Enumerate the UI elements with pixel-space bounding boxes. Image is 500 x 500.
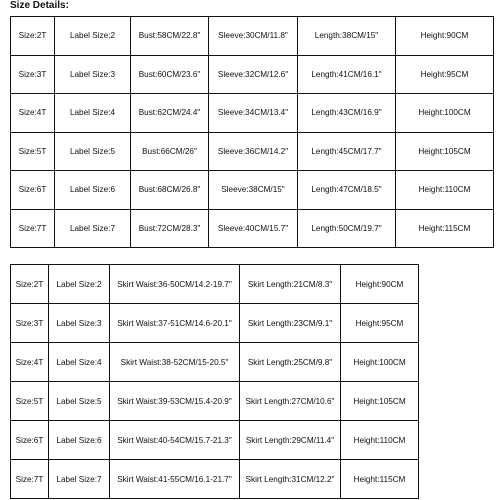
top-table-cell: Length:41CM/16.1" [298, 55, 396, 94]
top-table-cell: Bust:66CM/26" [131, 132, 209, 171]
top-table-cell: Sleeve:30CM/11.8" [209, 17, 298, 56]
bottom-table-cell: Height:100CM [341, 343, 419, 382]
bottom-table-cell: Skirt Waist:40-54CM/15.7-21.3" [110, 421, 240, 460]
bottom-table-row [11, 382, 419, 421]
top-table-cell: Bust:72CM/28.3" [131, 209, 209, 248]
bottom-table-row [11, 421, 419, 460]
top-table-cell: Bust:68CM/26.8" [131, 171, 209, 210]
top-table-cell: Size:3T [11, 55, 55, 94]
bottom-table-cell: Size:6T [11, 421, 49, 460]
top-table-cell: Sleeve:36CM/14.2" [209, 132, 298, 171]
top-table-cell: Bust:62CM/24.4" [131, 94, 209, 133]
bottom-table-cell: Skirt Waist:41-55CM/16.1-21.7" [110, 460, 240, 499]
bottom-table-cell: Height:110CM [341, 421, 419, 460]
top-table-cell: Bust:60CM/23.6" [131, 55, 209, 94]
bottom-table-cell: Height:90CM [341, 265, 419, 304]
bottom-table-cell: Label Size:5 [49, 382, 110, 421]
bottom-table-cell: Height:115CM [341, 460, 419, 499]
top-table-cell: Label Size:2 [55, 17, 131, 56]
top-table-cell: Size:7T [11, 209, 55, 248]
top-table-cell: Length:47CM/18.5" [298, 171, 396, 210]
top-size-table-body [11, 17, 494, 248]
top-size-table [10, 16, 494, 248]
bottom-table-cell: Size:4T [11, 343, 49, 382]
top-table-row [11, 17, 494, 56]
top-table-cell: Length:38CM/15" [298, 17, 396, 56]
bottom-table-cell: Label Size:4 [49, 343, 110, 382]
bottom-table-cell: Label Size:2 [49, 265, 110, 304]
bottom-table-row [11, 304, 419, 343]
top-table-cell: Sleeve:38CM/15" [209, 171, 298, 210]
top-table-cell: Length:50CM/19.7" [298, 209, 396, 248]
top-table-row [11, 132, 494, 171]
top-table-cell: Size:6T [11, 171, 55, 210]
bottom-table-cell: Skirt Length:23CM/9.1" [240, 304, 341, 343]
top-table-cell: Label Size:5 [55, 132, 131, 171]
bottom-table-cell: Skirt Length:21CM/8.3" [240, 265, 341, 304]
top-table-cell: Height:105CM [396, 132, 494, 171]
top-table-cell: Height:100CM [396, 94, 494, 133]
top-table-cell: Label Size:7 [55, 209, 131, 248]
top-table-cell: Sleeve:34CM/13.4" [209, 94, 298, 133]
bottom-table-cell: Skirt Waist:37-51CM/14.6-20.1" [110, 304, 240, 343]
bottom-table-row [11, 460, 419, 499]
bottom-size-table-body [11, 265, 419, 499]
top-table-cell: Label Size:6 [55, 171, 131, 210]
bottom-table-cell: Height:95CM [341, 304, 419, 343]
bottom-table-cell: Height:105CM [341, 382, 419, 421]
top-table-cell: Sleeve:32CM/12.6" [209, 55, 298, 94]
bottom-table-row [11, 343, 419, 382]
bottom-table-cell: Skirt Waist:38-52CM/15-20.5" [110, 343, 240, 382]
bottom-table-cell: Skirt Length:27CM/10.6" [240, 382, 341, 421]
bottom-table-cell: Size:3T [11, 304, 49, 343]
top-table-cell: Label Size:3 [55, 55, 131, 94]
top-table-cell: Size:2T [11, 17, 55, 56]
bottom-table-cell: Skirt Waist:39-53CM/15.4-20.9" [110, 382, 240, 421]
top-table-cell: Length:45CM/17.7" [298, 132, 396, 171]
top-table-cell: Size:4T [11, 94, 55, 133]
top-table-row [11, 55, 494, 94]
bottom-table-cell: Label Size:6 [49, 421, 110, 460]
top-table-cell: Bust:58CM/22.8" [131, 17, 209, 56]
top-table-cell: Size:5T [11, 132, 55, 171]
top-table-cell: Length:43CM/16.9" [298, 94, 396, 133]
bottom-table-cell: Skirt Length:25CM/9.8" [240, 343, 341, 382]
top-table-row [11, 171, 494, 210]
bottom-table-cell: Skirt Length:31CM/12.2" [240, 460, 341, 499]
bottom-table-cell: Size:7T [11, 460, 49, 499]
top-table-cell: Sleeve:40CM/15.7" [209, 209, 298, 248]
top-table-cell: Height:90CM [396, 17, 494, 56]
bottom-size-table [10, 264, 419, 499]
bottom-table-cell: Label Size:7 [49, 460, 110, 499]
bottom-table-cell: Label Size:3 [49, 304, 110, 343]
top-table-row [11, 209, 494, 248]
bottom-table-cell: Skirt Length:29CM/11.4" [240, 421, 341, 460]
top-table-row [11, 94, 494, 133]
bottom-table-cell: Size:2T [11, 265, 49, 304]
top-table-cell: Height:110CM [396, 171, 494, 210]
bottom-table-cell: Skirt Waist:36-50CM/14.2-19.7" [110, 265, 240, 304]
bottom-table-row [11, 265, 419, 304]
bottom-table-cell: Size:5T [11, 382, 49, 421]
top-table-cell: Height:115CM [396, 209, 494, 248]
top-table-cell: Height:95CM [396, 55, 494, 94]
top-table-cell: Label Size:4 [55, 94, 131, 133]
page-title: Size Details: [10, 0, 69, 11]
